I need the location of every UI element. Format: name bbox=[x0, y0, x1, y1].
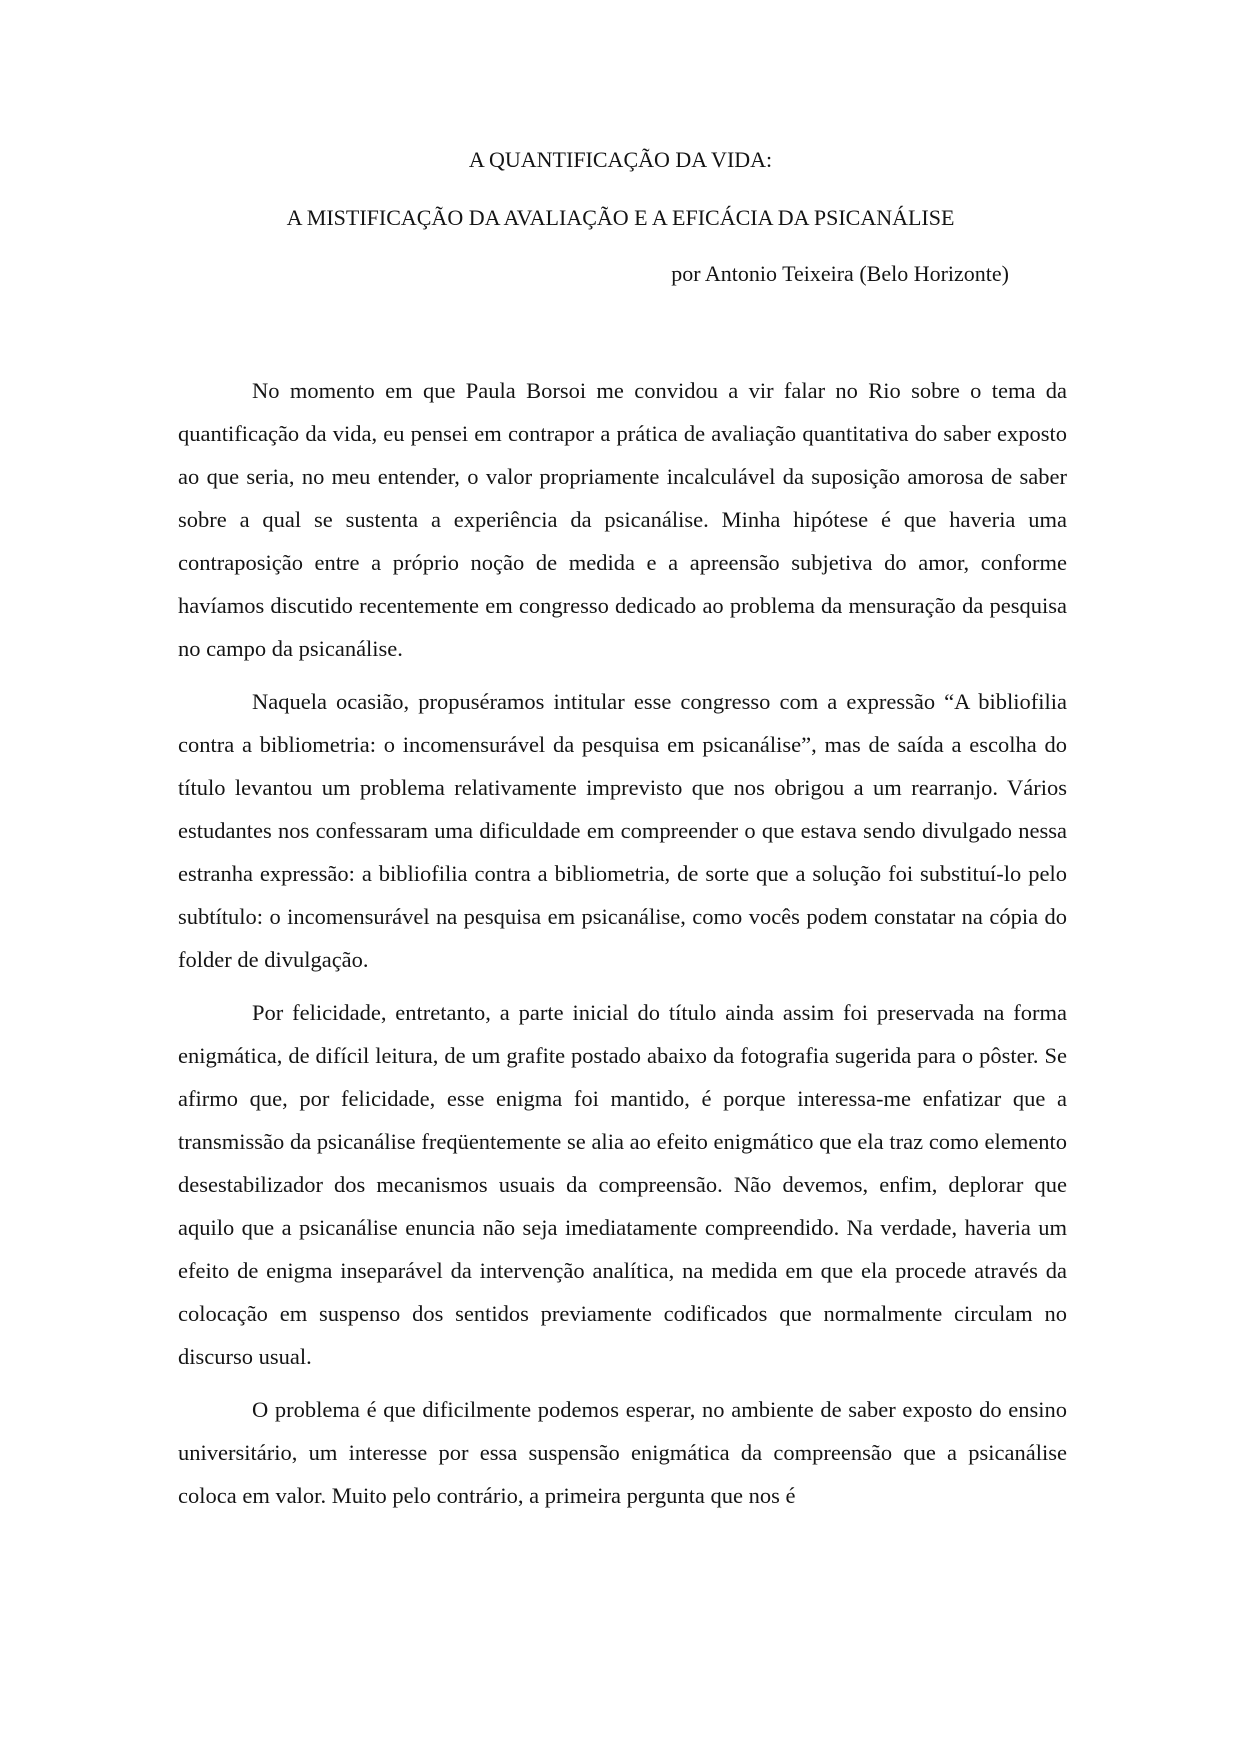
paragraph-4: O problema é que dificilmente podemos esperar, no ambiente de saber exposto do ensino universitário, um interesse por essa suspensão enigmática da compreensão que a psicanálise coloca em valor. Muito pelo contrário, a primeira pergunta que nos é bbox=[178, 1397, 1067, 1508]
paragraph-1: No momento em que Paula Borsoi me convidou a vir falar no Rio sobre o tema da quantificação da vida, eu pensei em contrapor a prática de avaliação quantitativa do saber exposto ao que seria, no meu entender, o valor propriamente incalculável da suposição amorosa de saber sobre a qual se sustenta a experiência da psicanálise. Minha hipótese é que haveria uma contraposição entre a próprio noção de medida e a apreensão subjetiva do amor, conforme havíamos discutido recentemente em congresso dedicado ao problema da mensuração da pesquisa no campo da psicanálise. bbox=[178, 378, 1067, 661]
title-line-2: A MISTIFICAÇÃO DA AVALIAÇÃO E A EFICÁCIA DA PSICANÁLISE bbox=[286, 205, 955, 230]
author-line: por Antonio Teixeira (Belo Horizonte) bbox=[671, 261, 1009, 286]
title-line-1: A QUANTIFICAÇÃO DA VIDA: bbox=[468, 147, 773, 172]
body-text bbox=[178, 369, 1067, 1527]
paragraph-3: Por felicidade, entretanto, a parte inicial do título ainda assim foi preservada na forma enigmática, de difícil leitura, de um grafite postado abaixo da fotografia sugerida para o pôster. Se afirmo que, por felicidade, esse enigma foi mantido, é porque interessa-me enfatizar que a transmissão da psicanálise freqüentemente se alia ao efeito enigmático que ela traz como elemento desestabilizador dos mecanismos usuais da compreensão. Não devemos, enfim, deplorar que aquilo que a psicanálise enuncia não seja imediatamente compreendido. Na verdade, haveria um efeito de enigma inseparável da intervenção analítica, na medida em que ela procede através da colocação em suspenso dos sentidos previamente codificados que normalmente circulam no discurso usual. bbox=[178, 1000, 1067, 1369]
paragraph-2: Naquela ocasião, propuséramos intitular esse congresso com a expressão “A bibliofilia contra a bibliometria: o incomensurável da pesquisa em psicanálise”, mas de saída a escolha do título levantou um problema relativamente imprevisto que nos obrigou a um rearranjo. Vários estudantes nos confessaram uma dificuldade em compreender o que estava sendo divulgado nessa estranha expressão: a bibliofilia contra a bibliometria, de sorte que a solução foi substituí-lo pelo subtítulo: o incomensurável na pesquisa em psicanálise, como vocês podem constatar na cópia do folder de divulgação. bbox=[178, 689, 1067, 972]
